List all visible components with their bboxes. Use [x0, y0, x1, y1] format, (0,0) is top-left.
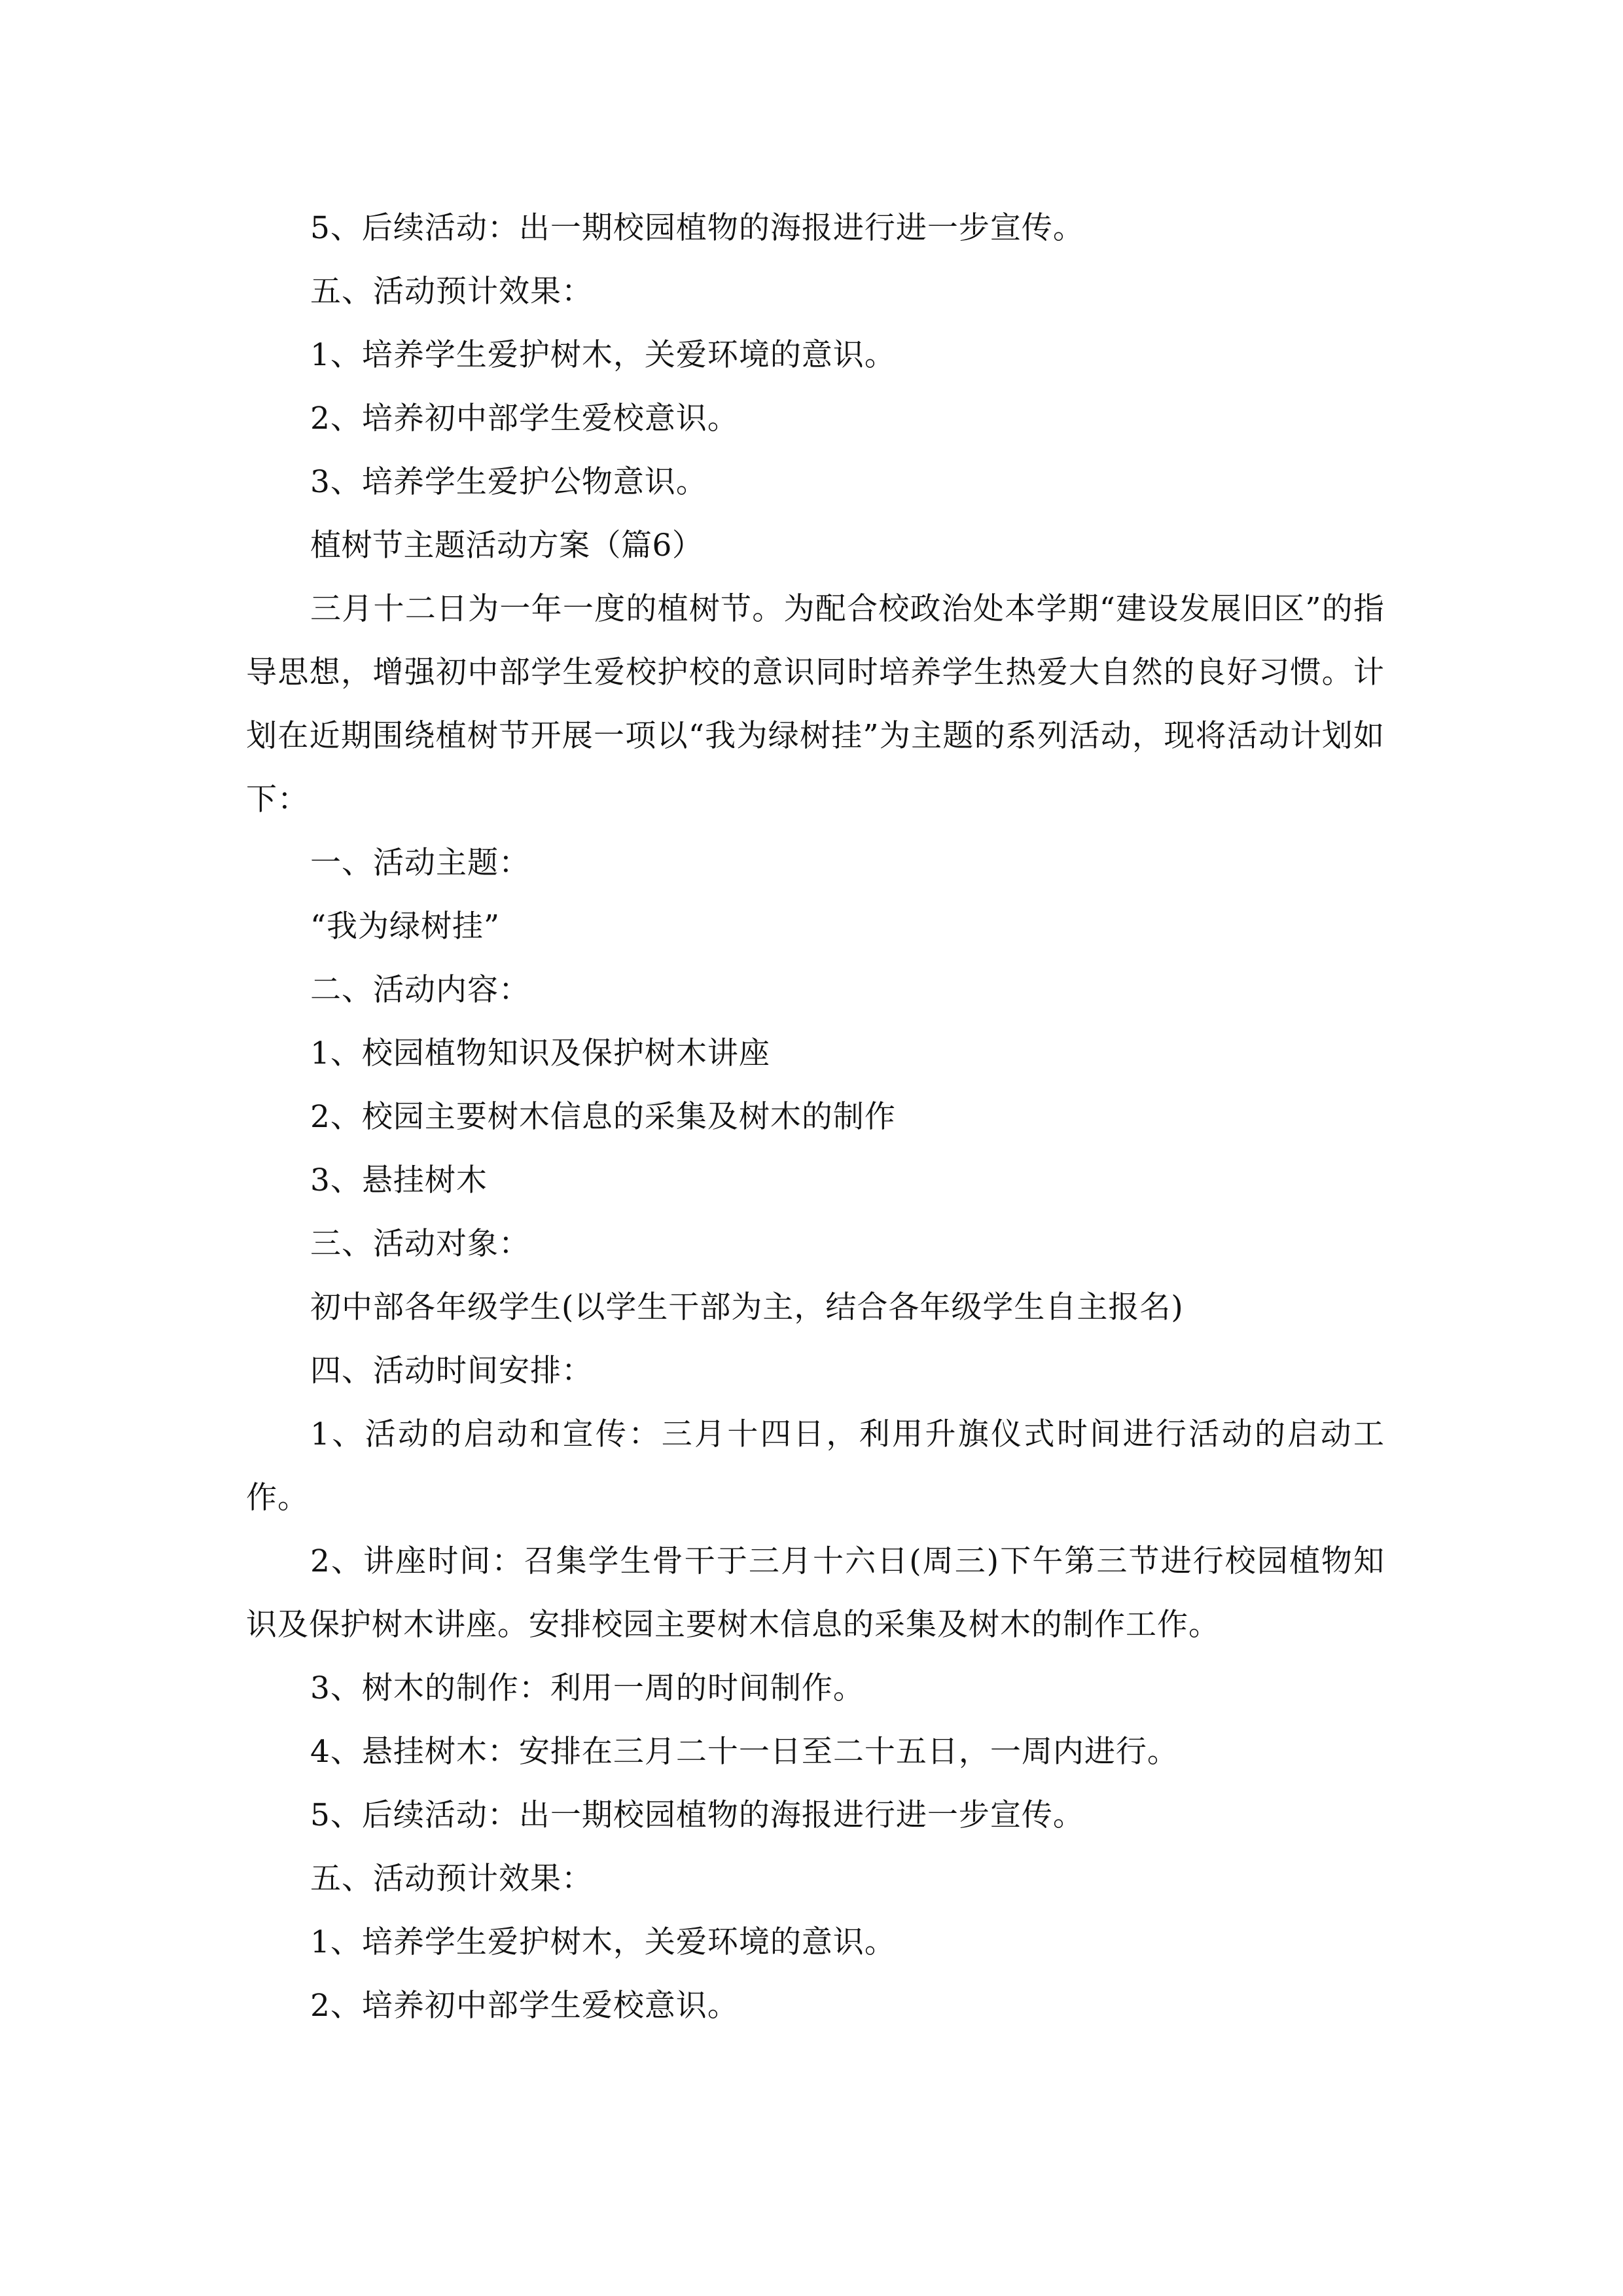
section-theme-value: “我为绿树挂” [310, 908, 501, 944]
effect-item-2b: 2、培养初中部学生爱校意识。 [310, 1988, 739, 2024]
effect-item-2: 2、培养初中部学生爱校意识。 [310, 401, 739, 437]
plan-title: 植树节主题活动方案（篇6） [310, 528, 704, 564]
effect-item-3: 3、培养学生爱护公物意识。 [310, 464, 707, 500]
section-schedule-heading: 四、活动时间安排： [310, 1353, 593, 1389]
document-body [246, 196, 1385, 2037]
expected-effects-heading: 五、活动预计效果： [310, 274, 593, 310]
content-item-1: 1、校园植物知识及保护树木讲座 [310, 1035, 770, 1071]
schedule-item-3: 3、树木的制作：利用一周的时间制作。 [310, 1670, 865, 1706]
effect-item-1: 1、培养学生爱护树木，关爱环境的意识。 [310, 337, 896, 373]
content-item-2: 2、校园主要树木信息的采集及树木的制作 [310, 1099, 896, 1135]
section-theme-heading: 一、活动主题： [310, 845, 530, 881]
intro-paragraph: 三月十二日为一年一度的植树节。为配合校政治处本学期“建设发展旧区”的指导思想，增强初中部学生爱校护校的意识同时培养学生热爱大自然的良好习惯。计划在近期围绕植树节开展一项以“我为绿树挂”为主题的系列活动，现将活动计划如下： [246, 591, 1385, 817]
schedule-item-5: 5、后续活动：出一期校园植物的海报进行进一步宣传。 [310, 1797, 1084, 1833]
effect-item-1b: 1、培养学生爱护树木，关爱环境的意识。 [310, 1924, 896, 1960]
content-item-3: 3、悬挂树木 [310, 1162, 488, 1198]
followup-activity-line: 5、后续活动：出一期校园植物的海报进行进一步宣传。 [310, 210, 1084, 246]
schedule-item-1: 1、活动的启动和宣传：三月十四日，利用升旗仪式时间进行活动的启动工作。 [246, 1416, 1385, 1516]
schedule-item-2: 2、讲座时间：召集学生骨干于三月十六日(周三)下午第三节进行校园植物知识及保护树木讲座。安排校园主要树木信息的采集及树木的制作工作。 [246, 1543, 1385, 1643]
section-audience-heading: 三、活动对象： [310, 1226, 530, 1262]
expected-effects-heading-2: 五、活动预计效果： [310, 1861, 593, 1897]
schedule-item-4: 4、悬挂树木：安排在三月二十一日至二十五日，一周内进行。 [310, 1734, 1179, 1770]
section-content-heading: 二、活动内容： [310, 972, 530, 1008]
audience-value: 初中部各年级学生(以学生干部为主，结合各年级学生自主报名) [310, 1289, 1184, 1325]
